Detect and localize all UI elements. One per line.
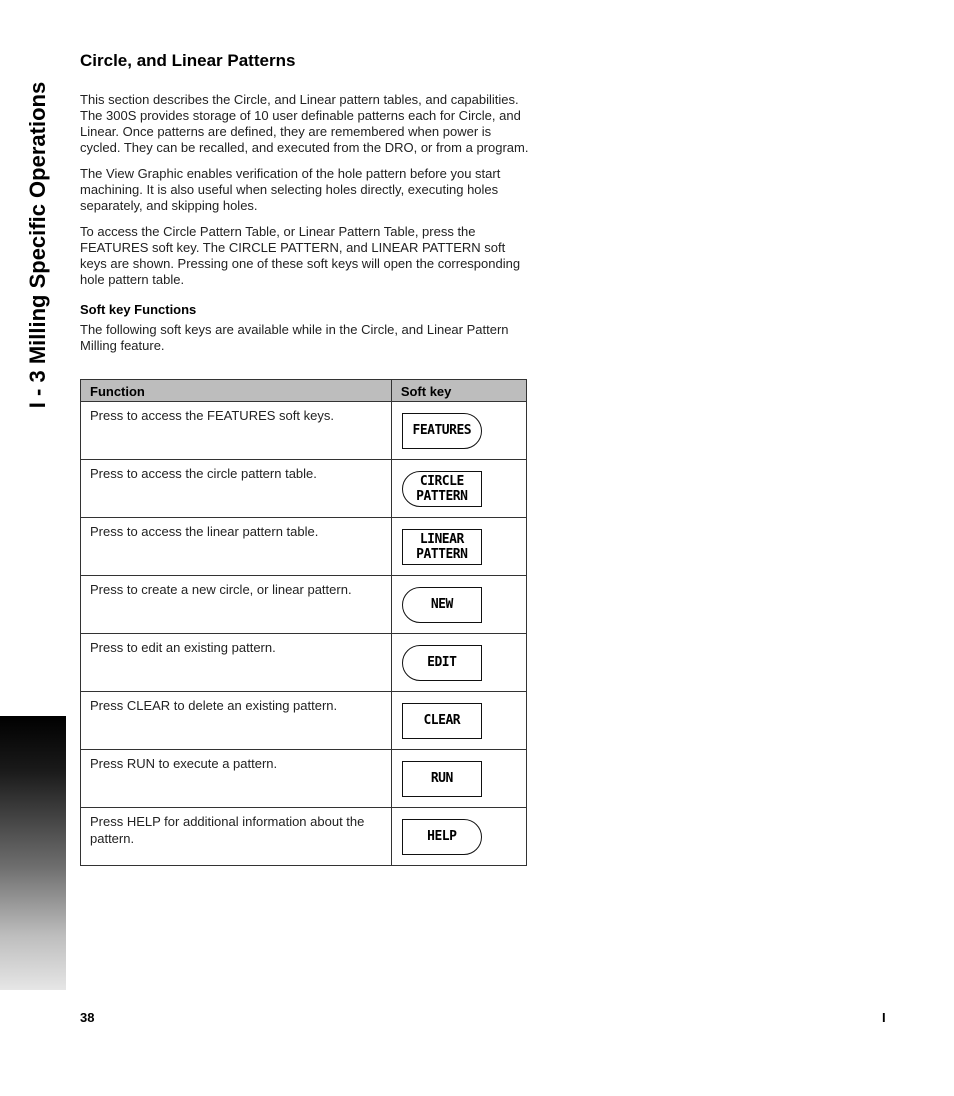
chapter-tab-gradient bbox=[0, 716, 66, 990]
softkey-cell bbox=[391, 576, 526, 634]
table-row bbox=[81, 808, 527, 866]
linear-pattern-softkey[interactable]: LINEAR PATTERN bbox=[402, 529, 482, 565]
table-row bbox=[81, 634, 527, 692]
function-cell: Press to access the linear pattern table. bbox=[81, 518, 392, 576]
softkey-cell bbox=[391, 460, 526, 518]
page-number: 38 bbox=[80, 1010, 95, 1025]
softkey-cell bbox=[391, 750, 526, 808]
function-cell: Press to access the FEATURES soft keys. bbox=[81, 402, 392, 460]
subsection-heading: Soft key Functions bbox=[80, 302, 197, 317]
help-softkey[interactable]: HELP bbox=[402, 819, 482, 855]
table-row bbox=[81, 750, 527, 808]
header-function: Function bbox=[81, 380, 392, 402]
features-softkey[interactable]: FEATURES bbox=[402, 413, 482, 449]
chapter-side-title bbox=[20, 50, 56, 440]
function-cell: Press to edit an existing pattern. bbox=[81, 634, 392, 692]
softkey-cell bbox=[391, 808, 526, 866]
table-row bbox=[81, 460, 527, 518]
chapter-side-title-text: I - 3 Milling Specific Operations bbox=[25, 81, 51, 409]
table-row bbox=[81, 576, 527, 634]
section-heading: Circle, and Linear Patterns bbox=[80, 51, 296, 70]
softkey-table bbox=[80, 379, 527, 866]
paragraph-intro: This section describes the Circle, and Linear pattern tables, and capabilities. The 300S provides storage of 10 user definable patterns each for Circle, and Linear. Once patterns are defined, they are remembered when power is cycled. They can be recalled, and executed from the DRO, or from a program. bbox=[80, 92, 529, 155]
function-cell: Press RUN to execute a pattern. bbox=[81, 750, 392, 808]
softkey-cell bbox=[391, 692, 526, 750]
run-softkey[interactable]: RUN bbox=[402, 761, 482, 797]
circle-pattern-softkey[interactable]: CIRCLE PATTERN bbox=[402, 471, 482, 507]
softkey-cell bbox=[391, 634, 526, 692]
table-row bbox=[81, 518, 527, 576]
softkey-cell bbox=[391, 402, 526, 460]
clear-softkey[interactable]: CLEAR bbox=[402, 703, 482, 739]
table-row bbox=[81, 692, 527, 750]
chapter-letter: I bbox=[882, 1010, 886, 1025]
header-softkey: Soft key bbox=[391, 380, 526, 402]
paragraph-access: To access the Circle Pattern Table, or Linear Pattern Table, press the FEATURES soft key. The CIRCLE PATTERN, and LINEAR PATTERN soft keys are shown. Pressing one of these soft keys will open the corresponding hole pattern table. bbox=[80, 224, 521, 287]
edit-softkey[interactable]: EDIT bbox=[402, 645, 482, 681]
function-cell: Press to create a new circle, or linear pattern. bbox=[81, 576, 392, 634]
softkey-cell bbox=[391, 518, 526, 576]
function-cell: Press to access the circle pattern table. bbox=[81, 460, 392, 518]
table-row bbox=[81, 402, 527, 460]
paragraph-view-graphic: The View Graphic enables verification of the hole pattern before you start machining. It is also useful when selecting holes directly, executing holes separately, and skipping holes. bbox=[80, 166, 501, 213]
function-cell: Press CLEAR to delete an existing pattern. bbox=[81, 692, 392, 750]
main-content bbox=[80, 50, 530, 364]
table-header-row bbox=[81, 380, 527, 402]
paragraph-softkeys-intro: The following soft keys are available while in the Circle, and Linear Pattern Milling feature. bbox=[80, 322, 509, 353]
function-cell: Press HELP for additional information about the pattern. bbox=[81, 808, 392, 866]
new-softkey[interactable]: NEW bbox=[402, 587, 482, 623]
